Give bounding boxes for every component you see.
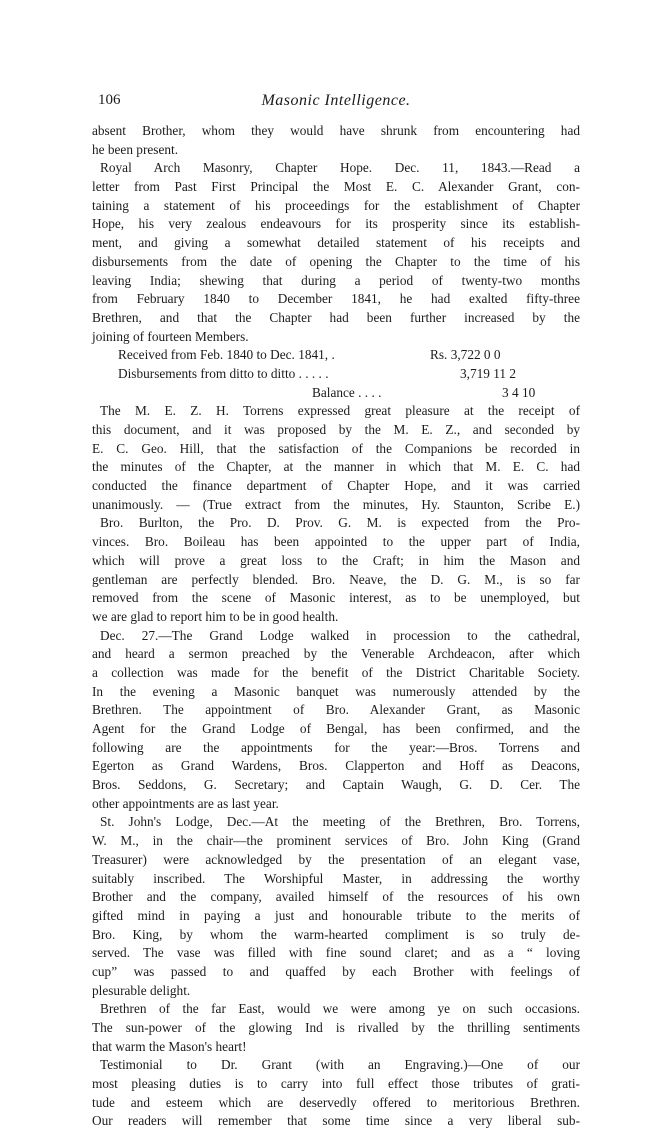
text-line: Egerton as Grand Wardens, Bros. Clapperton and Hoff as Deacons,	[92, 758, 580, 774]
text-line: Brethren. The appointment of Bro. Alexander Grant, as Masonic	[92, 702, 580, 718]
running-head: Masonic Intelligence.	[261, 92, 411, 109]
text-line: Treasurer) were acknowledged by the presentation of an elegant vase,	[92, 851, 580, 867]
text-line: unanimously. — (True extract from the minutes, Hy. Staunton, Scribe E.)	[92, 496, 580, 512]
text-line: Testimonial to Dr. Grant (with an Engraving.)—One of our	[100, 1057, 580, 1073]
text-line: St. John's Lodge, Dec.—At the meeting of the Brethren, Bro. Torrens,	[100, 814, 580, 830]
text-line: most pleasing duties is to carry into full effect those tributes of grati-	[92, 1076, 580, 1092]
text-line: W. M., in the chair—the prominent services of Bro. John King (Grand	[92, 833, 580, 849]
text-line: Agent for the Grand Lodge of Bengal, has been confirmed, and the	[92, 721, 580, 736]
page	[92, 92, 580, 1131]
text-line: The M. E. Z. H. Torrens expressed great pleasure at the receipt of	[100, 403, 580, 419]
account-row-balance	[92, 384, 580, 403]
text-line: this document, and it was proposed by the M. E. Z., and seconded by	[92, 422, 580, 437]
text-line: gentleman are perfectly blended. Bro. Neave, the D. G. M., is so far	[92, 571, 580, 587]
text-line: he been present.	[92, 141, 179, 157]
text-line: that warm the Mason's heart!	[92, 1038, 247, 1054]
text-line: from February 1840 to December 1841, he had exalted fifty-three	[92, 291, 580, 307]
text-line: we are glad to report him to be in good health.	[92, 608, 339, 624]
text-line: tude and esteem which are deservedly offered to meritorious Brethren.	[92, 1094, 580, 1110]
account-amount: 3,719 11 2	[460, 365, 517, 381]
text-line: conducted the finance department of Chapter Hope, and it was carried	[92, 478, 580, 494]
account-row-disbursed	[92, 365, 580, 384]
text-line: leaving India; shewing that during a period of twenty-two months	[92, 272, 580, 288]
text-line: The sun-power of the glowing Ind is rivalled by the thrilling sentiments	[92, 1020, 580, 1035]
text-line: Dec. 27.—The Grand Lodge walked in procession to the cathedral,	[100, 627, 580, 643]
text-line: absent Brother, whom they would have shrunk from encountering had	[92, 123, 580, 138]
text-line: Brethren, and that the Chapter had been further increased by the	[92, 309, 580, 325]
text-line: served. The vase was filled with fine sound claret; and as a “ loving	[92, 945, 580, 961]
account-label: Disbursements from ditto to ditto . . . . .	[118, 365, 329, 381]
text-line: taining a statement of his proceedings for the establishment of Chapter	[92, 197, 580, 213]
text-line: a collection was made for the benefit of the District Charitable Society.	[92, 664, 580, 680]
text-line: Bros. Seddons, G. Secretary; and Captain Waugh, G. D. Cer. The	[92, 777, 580, 793]
text-line: Brother and the company, availed himself of the resources of his own	[92, 889, 580, 905]
text-line: suitably inscribed. The Worshipful Master, in addressing the worthy	[92, 870, 580, 886]
balance-amount: 3 4 10	[502, 384, 536, 400]
text-line: Brethren of the far East, would we were among ye on such occasions.	[100, 1001, 580, 1017]
page-header	[92, 92, 580, 122]
account-label: Received from Feb. 1840 to Dec. 1841, .	[118, 347, 335, 363]
text-line: joining of fourteen Members.	[92, 328, 249, 344]
text-line: and heard a sermon preached by the Venerable Archdeacon, after which	[92, 646, 580, 662]
text-line: In the evening a Masonic banquet was numerously attended by the	[92, 683, 580, 699]
text-line: disbursements from the date of opening the Chapter to the time of his	[92, 253, 580, 269]
text-line: other appointments are as last year.	[92, 795, 279, 811]
text-line: Hope, his very zealous endeavours for its prosperity since its establish-	[92, 216, 580, 232]
text-line: E. C. Geo. Hill, that the satisfaction of the Companions be recorded in	[92, 440, 580, 456]
text-line: vinces. Bro. Boileau has been appointed to the upper part of India,	[92, 534, 580, 550]
balance-label: Balance . . . .	[312, 384, 382, 400]
text-line: Royal Arch Masonry, Chapter Hope. Dec. 11, 1843.—Read a	[100, 160, 580, 176]
text-line: the minutes of the Chapter, at the manner in which that M. E. C. had	[92, 459, 580, 475]
text-line: plesurable delight.	[92, 982, 191, 998]
text-line: Our readers will remember that some time since a very liberal sub-	[92, 1113, 580, 1129]
text-line: Bro. King, by whom the warm-hearted compliment is so truly de-	[92, 926, 580, 942]
body-text	[92, 122, 580, 1131]
text-line: removed from the scene of Masonic interest, as to be unemployed, but	[92, 590, 580, 606]
page-number: 106	[98, 92, 121, 108]
text-line: cup” was passed to and quaffed by each Brother with feelings of	[92, 963, 580, 979]
text-line: gifted mind in paying a just and honourable tribute to the merits of	[92, 907, 580, 923]
text-line: letter from Past First Principal the Most E. C. Alexander Grant, con-	[92, 179, 580, 195]
account-row-received	[92, 346, 580, 365]
text-line: following are the appointments for the year:—Bros. Torrens and	[92, 739, 580, 755]
text-line: Bro. Burlton, the Pro. D. Prov. G. M. is expected from the Pro-	[100, 515, 580, 531]
text-line: ment, and giving a somewhat detailed statement of his receipts and	[92, 235, 580, 251]
text-line: which will prove a great loss to the Craft; in him the Mason and	[92, 552, 580, 568]
account-amount: Rs. 3,722 0 0	[430, 347, 501, 363]
